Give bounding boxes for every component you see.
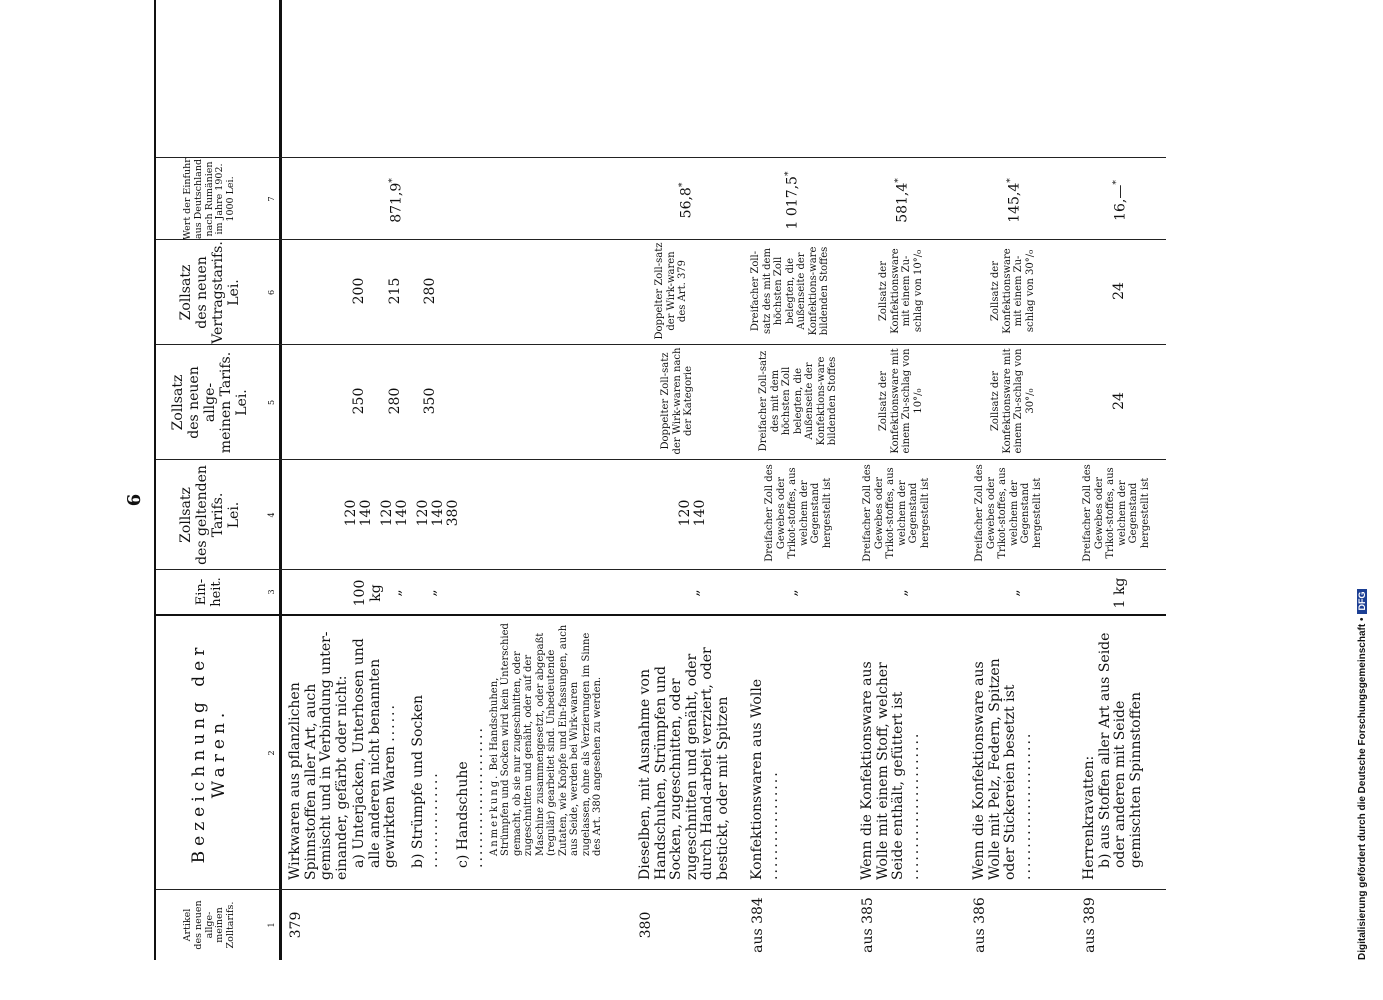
header-unit: Ein- heit. [194, 577, 224, 607]
header-new-contract-tariff: Zollsatz des neuen Vertragstarifs. Lei. [177, 241, 243, 344]
import-value: 581,4* [894, 178, 911, 223]
digitization-credit: Digitalisierung gefördert durch die Deutsche Forschungsgemeinschaft •DFG [1357, 60, 1368, 960]
column-number: 5 [267, 399, 276, 406]
general-rate: 24 [1111, 392, 1127, 410]
column-number: 1 [267, 922, 276, 928]
item-description: Wirkwaren aus pflanzlichen Spinnstoffen aller Art, auch gemischt und in Verbindung unter-einander, gefärbt oder nicht: a) Unterjacken, Unterhosen und alle anderen nicht benannten gewirkten Waren ...... b) Strümpfe und Socken ............... c) Handschuhe ...................... Anmerkung. Bei Handschuhen, Strümpfen und Socken wird kein Unterschied gemacht, ob sie nur zugeschnitten, oder zugeschnitten und genäht, oder auf der Maschine zusammengesetzt, oder abgepaßt (regulär) gearbeitet sind. Unbedeutende Zutaten, wie Knöpfe und Ein-fassungen, auch aus Seide, werden bei Wirk-waren zugelassen, ohne als Verzierungen im Sinne des Art. 380 angesehen zu werden. [287, 623, 603, 880]
header-description: Bezeichnung der Waren. [189, 642, 229, 864]
item-description: Wenn die Konfektionsware aus Wolle mit einem Stoff, welcher Seide enthält, gefüttert ist ....................... [859, 661, 922, 880]
item-description: Konfektionswaren aus Wolle ................. [749, 678, 781, 880]
item-description: Dieselben, mit Ausnahme von Handschuhen, Strümpfen und Socken, zugeschnitten, oder zugeschnitten und genäht, oder durch Hand-arbeit verziert, oder bestickt, oder mit Spitzen [637, 647, 731, 880]
item-description: Herrenkravatten: b) aus Stoffen aller Art aus Seide oder anderen mit Seide gemischten Spinnstoffen [1081, 632, 1144, 880]
page-number: 6 [124, 493, 145, 507]
article-number: 379 [288, 911, 304, 939]
current-rate: Dreifacher Zoll des Gewebes oder Trikot-stoffes, aus welchem der Gegenstand hergestellt ist [764, 464, 833, 562]
article-number: aus 384 [750, 897, 766, 953]
current-rate: Dreifacher Zoll des Gewebes oder Trikot-stoffes, aus welchem der Gegenstand hergestellt ist [1082, 464, 1151, 562]
contract-rate: Doppelter Zoll-satz der Wirk-waren des Art. 379 [654, 242, 688, 340]
article-number: aus 386 [972, 897, 988, 953]
general-rate: 350 [422, 387, 438, 415]
current-rate: 120 140 [677, 499, 708, 527]
general-rate: Zollsatz der Konfektionsware mit einem Zu-schlag von 10°/₀ [878, 348, 924, 454]
table-row [638, 0, 743, 960]
table-row [1082, 0, 1182, 960]
unit: „ [894, 589, 910, 597]
import-value: 1 017,5* [784, 171, 801, 230]
dfg-logo: DFG [1357, 589, 1367, 614]
item-description: Wenn die Konfektionsware aus Wolle mit Pelz, Federn, Spitzen oder Stickereien besetzt ist ....................... [971, 658, 1034, 880]
contract-rate: 280 [422, 277, 438, 305]
general-rate: Zollsatz der Konfektionsware mit einem Zu-schlag von 30°/₀ [990, 348, 1036, 454]
current-rate: 120 140 380 [415, 499, 461, 527]
current-rate: 120 140 [379, 499, 410, 527]
unit: „ [388, 589, 404, 597]
table-row [972, 0, 1072, 960]
contract-rate: 200 [351, 277, 367, 305]
tariff-page [120, 0, 1240, 1000]
unit: 1 kg [1112, 577, 1128, 609]
unit: 100 kg [352, 579, 384, 607]
contract-rate: Zollsatz der Konfektionsware mit einem Zu-schlag von 10°/₀ [878, 248, 924, 334]
unit: „ [1006, 589, 1022, 597]
current-rate: Dreifacher Zoll des Gewebes oder Trikot-stoffes, aus welchem der Gegenstand hergestellt ist [862, 464, 931, 562]
header-article: Artikel des neuen allge- meinen Zolltarifs. [181, 900, 237, 950]
unit: „ [686, 589, 702, 597]
general-rate: 280 [387, 387, 403, 415]
article-number: 380 [638, 911, 654, 939]
import-value: 871,9* [388, 178, 405, 223]
column-number: 3 [267, 589, 276, 595]
table-row [860, 0, 960, 960]
column-number: 2 [267, 750, 276, 756]
table-row [288, 0, 633, 960]
current-rate: Dreifacher Zoll des Gewebes oder Trikot-stoffes, aus welchem der Gegenstand hergestellt ist [974, 464, 1043, 562]
contract-rate: 24 [1111, 282, 1127, 300]
general-rate: 250 [351, 387, 367, 415]
contract-rate: Zollsatz der Konfektionsware mit einem Zu-schlag von 30°/₀ [990, 248, 1036, 334]
unit: „ [784, 589, 800, 597]
import-value: 56,8* [678, 182, 695, 219]
general-rate: Doppelter Zoll-satz der Wirk-waren nach der Kategorie [660, 347, 694, 455]
column-number: 7 [267, 196, 276, 202]
import-value: 145,4* [1006, 178, 1023, 223]
import-value: 16,—* [1112, 180, 1129, 221]
table-row [750, 0, 850, 960]
article-number: aus 389 [1082, 897, 1098, 953]
current-rate: 120 140 [343, 499, 374, 527]
contract-rate: Dreifacher Zoll-satz des mit dem höchsten Zoll belegten, die Außenseite der Konfektions-ware bildenden Stoffes [750, 246, 830, 336]
header-current-tariff: Zollsatz des geltenden Tarifs. Lei. [177, 465, 243, 565]
column-number: 4 [267, 512, 276, 518]
header-new-general-tariff: Zollsatz des neuen allge- meinen Tarifs. Lei. [169, 351, 251, 454]
general-rate: Dreifacher Zoll-satz des mit dem höchsten Zoll belegten, die Außenseite der Konfektions-ware bildenden Stoffes [758, 350, 838, 452]
article-number: aus 385 [860, 897, 876, 953]
contract-rate: 215 [387, 277, 403, 305]
unit: „ [423, 589, 439, 597]
header-import-value: Wert der Einfuhr aus Deutschland nach Rumänien im Jahre 1902. 1000 Lei. [181, 158, 237, 240]
column-number: 6 [267, 289, 276, 296]
header-rule [279, 0, 282, 960]
